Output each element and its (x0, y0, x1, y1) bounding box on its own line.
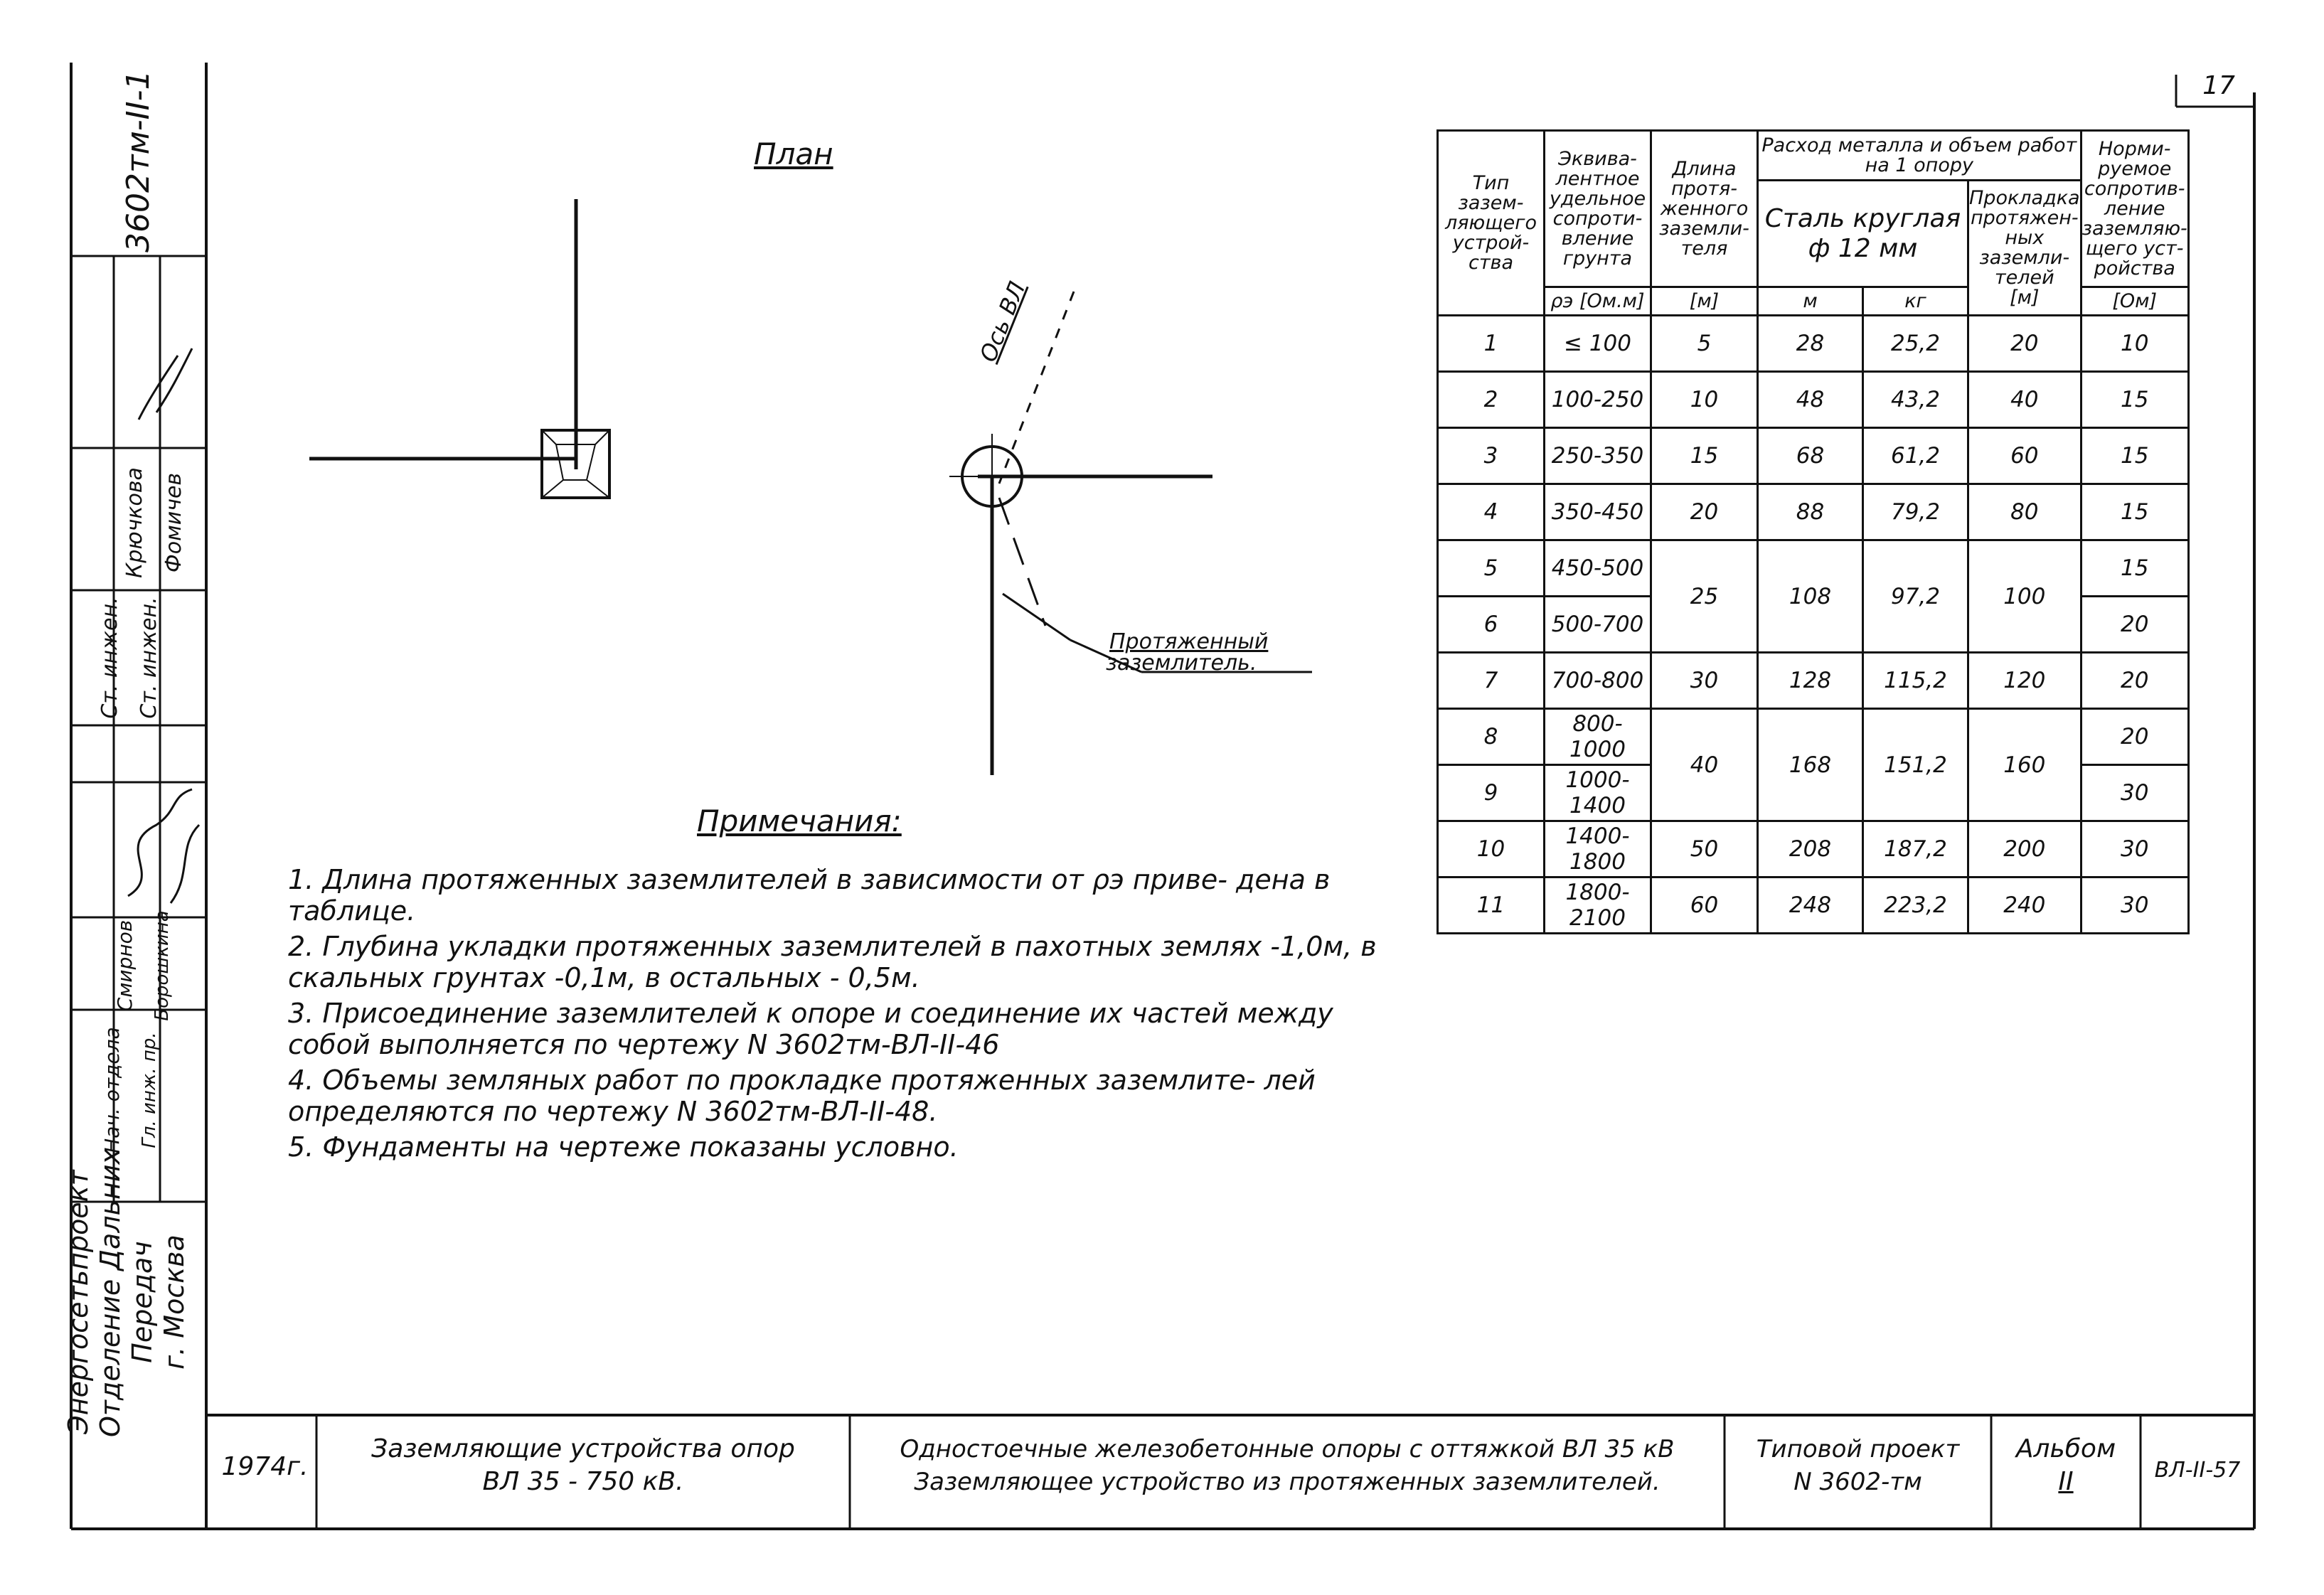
header-steel-m: м (1758, 287, 1863, 316)
cell-type: 5 (1438, 540, 1545, 597)
org-line-4: г. Москва (159, 1234, 190, 1370)
org-line-2: Отделение Дальних (95, 1148, 126, 1437)
cell-steel-m: 248 (1758, 877, 1863, 934)
cell-type: 8 (1438, 709, 1545, 765)
cell-laying: 20 (1968, 316, 2082, 372)
cell-laying: 160 (1968, 709, 2082, 821)
cell-type: 6 (1438, 597, 1545, 653)
table-row (1438, 428, 2189, 484)
album (1995, 1433, 2137, 1498)
year: 1974г. (221, 1452, 309, 1481)
table-row (1438, 877, 2189, 934)
cell-resistance: 10 (2081, 316, 2188, 372)
cell-type: 11 (1438, 877, 1545, 934)
table-row (1438, 484, 2189, 540)
description (853, 1433, 1721, 1498)
table-row (1438, 540, 2189, 597)
header-rho: Эквива- лентное удельное сопроти- вление грунта (1545, 131, 1651, 287)
project-line-1: Типовой проект (1756, 1435, 1960, 1463)
cell-type: 3 (1438, 428, 1545, 484)
description-line-1: Одностоечные железобетонные опоры с оттяжкой ВЛ 35 кВ (900, 1435, 1675, 1463)
cell-steel-m: 208 (1758, 821, 1863, 877)
cell-rho: 1800-2100 (1545, 877, 1651, 934)
cell-rho: 450-500 (1545, 540, 1651, 597)
grounding-table (1436, 129, 2190, 934)
cell-steel-m: 108 (1758, 540, 1863, 653)
cell-laying: 200 (1968, 821, 2082, 877)
stamp-role-1: Нач. отдела (100, 1027, 124, 1153)
cell-length: 30 (1651, 653, 1758, 709)
cell-type: 4 (1438, 484, 1545, 540)
ground-label-2: заземлитель. (1106, 651, 1257, 676)
note-item: 1. Длина протяженных заземлителей в зависимости от ρэ приве- дена в таблице. (288, 864, 1331, 927)
header-length: Длина протя- женного заземли- теля (1651, 131, 1758, 287)
cell-length: 15 (1651, 428, 1758, 484)
header-steel-kg: кг (1863, 287, 1968, 316)
table-row (1438, 709, 2189, 765)
table-row (1438, 821, 2189, 877)
stamp-role-4: Ст. инжен. (137, 597, 161, 719)
cell-resistance: 15 (2081, 372, 2188, 428)
stamp-name-1: Смирнов (113, 919, 137, 1012)
stamp-role-3: Ст. инжен. (97, 597, 122, 719)
cell-resistance: 20 (2081, 709, 2188, 765)
cell-steel-m: 88 (1758, 484, 1863, 540)
project-line-2: N 3602-тм (1793, 1468, 1922, 1496)
cell-resistance: 30 (2081, 765, 2188, 821)
header-rho-unit: ρэ [Ом.м] (1545, 287, 1651, 316)
stamp-name-3: Крючкова (122, 467, 147, 578)
cell-type: 10 (1438, 821, 1545, 877)
cell-length: 20 (1651, 484, 1758, 540)
cell-length: 10 (1651, 372, 1758, 428)
note-item: 4. Объемы земляных работ по прокладке протяженных заземлите- лей определяются по чертежу N 3602тм-ВЛ-II-48. (288, 1065, 1316, 1127)
header-length-unit: [м] (1651, 287, 1758, 316)
cell-resistance: 30 (2081, 877, 2188, 934)
album-line-1: Альбом (2015, 1434, 2116, 1463)
cell-steel-m: 128 (1758, 653, 1863, 709)
note-item: 2. Глубина укладки протяженных заземлителей в пахотных землях -1,0м, в скальных грунтах -0,1м, в остальных - 0,5м. (288, 931, 1377, 993)
cell-length: 25 (1651, 540, 1758, 653)
cell-length: 60 (1651, 877, 1758, 934)
stamp-name-4: Фомичев (161, 472, 186, 573)
page-number: 17 (2202, 71, 2235, 100)
sheet-number: ВЛ-II-57 (2154, 1458, 2241, 1483)
header-resistance-unit: [Ом] (2081, 287, 2188, 316)
cell-laying: 120 (1968, 653, 2082, 709)
table-row (1438, 653, 2189, 709)
stamp-role-2: Гл. инж. пр. (139, 1032, 160, 1148)
drawing-code: 3602тм-II-1 (120, 70, 156, 252)
cell-rho: 350-450 (1545, 484, 1651, 540)
cell-length: 40 (1651, 709, 1758, 821)
notes-title: Примечания: (697, 804, 902, 838)
stamp-name-2: Борошкина (151, 910, 173, 1021)
header-laying: Прокладка протяжен- ных заземли- телей [м] (1968, 181, 2082, 316)
cell-laying: 240 (1968, 877, 2082, 934)
signature-2 (71, 782, 206, 910)
cell-steel-m: 28 (1758, 316, 1863, 372)
cell-resistance: 20 (2081, 653, 2188, 709)
header-type: Тип зазем- ляющего устрой- ства (1438, 131, 1545, 316)
cell-steel-kg: 25,2 (1863, 316, 1968, 372)
plan-title: План (754, 137, 833, 171)
cell-steel-kg: 115,2 (1863, 653, 1968, 709)
cell-steel-kg: 223,2 (1863, 877, 1968, 934)
subject-line-2: ВЛ 35 - 750 кВ. (482, 1467, 684, 1496)
cell-resistance: 15 (2081, 484, 2188, 540)
cell-steel-m: 68 (1758, 428, 1863, 484)
description-line-2: Заземляющее устройство из протяженных заземлителей. (914, 1468, 1661, 1496)
cell-laying: 40 (1968, 372, 2082, 428)
cell-rho: 800-1000 (1545, 709, 1651, 765)
cell-rho: 1400-1800 (1545, 821, 1651, 877)
cell-rho: 1000-1400 (1545, 765, 1651, 821)
cell-steel-m: 48 (1758, 372, 1863, 428)
cell-type: 7 (1438, 653, 1545, 709)
cell-steel-kg: 79,2 (1863, 484, 1968, 540)
note-item: 5. Фундаменты на чертеже показаны условно. (288, 1131, 959, 1163)
ground-label-1: Протяженный (1109, 629, 1269, 654)
cell-rho: 500-700 (1545, 597, 1651, 653)
header-metal-group: Расход металла и объем работ на 1 опору (1758, 131, 2082, 181)
table-row (1438, 316, 2189, 372)
subject (320, 1433, 846, 1498)
cell-steel-kg: 43,2 (1863, 372, 1968, 428)
cell-rho: 100-250 (1545, 372, 1651, 428)
cell-type: 1 (1438, 316, 1545, 372)
cell-laying: 100 (1968, 540, 2082, 653)
note-item: 3. Присоединение заземлителей к опоре и соединение их частей между собой выполняется по чертежу N 3602тм-ВЛ-II-46 (288, 998, 1333, 1060)
cell-length: 5 (1651, 316, 1758, 372)
cell-rho: ≤ 100 (1545, 316, 1651, 372)
cell-steel-m: 168 (1758, 709, 1863, 821)
notes-list (288, 864, 1390, 1167)
cell-resistance: 30 (2081, 821, 2188, 877)
cell-steel-kg: 151,2 (1863, 709, 1968, 821)
signature-1 (71, 334, 206, 434)
cell-resistance: 15 (2081, 540, 2188, 597)
cell-steel-kg: 61,2 (1863, 428, 1968, 484)
cell-rho: 250-350 (1545, 428, 1651, 484)
cell-resistance: 15 (2081, 428, 2188, 484)
plan-drawing (299, 185, 1365, 796)
project (1728, 1433, 1988, 1498)
subject-line-1: Заземляющие устройства опор (371, 1434, 795, 1463)
org-line-3: Передач (127, 1241, 158, 1363)
table-row (1438, 372, 2189, 428)
cell-steel-kg: 187,2 (1863, 821, 1968, 877)
cell-type: 9 (1438, 765, 1545, 821)
header-steel: Сталь круглая ф 12 мм (1758, 181, 1968, 287)
cell-laying: 60 (1968, 428, 2082, 484)
cell-type: 2 (1438, 372, 1545, 428)
cell-rho: 700-800 (1545, 653, 1651, 709)
cell-resistance: 20 (2081, 597, 2188, 653)
cell-steel-kg: 97,2 (1863, 540, 1968, 653)
org-line-1: Энергосетьпроект (63, 1170, 94, 1434)
cell-length: 50 (1651, 821, 1758, 877)
axis-label: Ось ВЛ (974, 277, 1031, 366)
cell-laying: 80 (1968, 484, 2082, 540)
header-resistance: Норми- руемое сопротив- ление заземляю- щего уст- ройства (2081, 131, 2188, 287)
album-line-2: II (2058, 1467, 2074, 1496)
